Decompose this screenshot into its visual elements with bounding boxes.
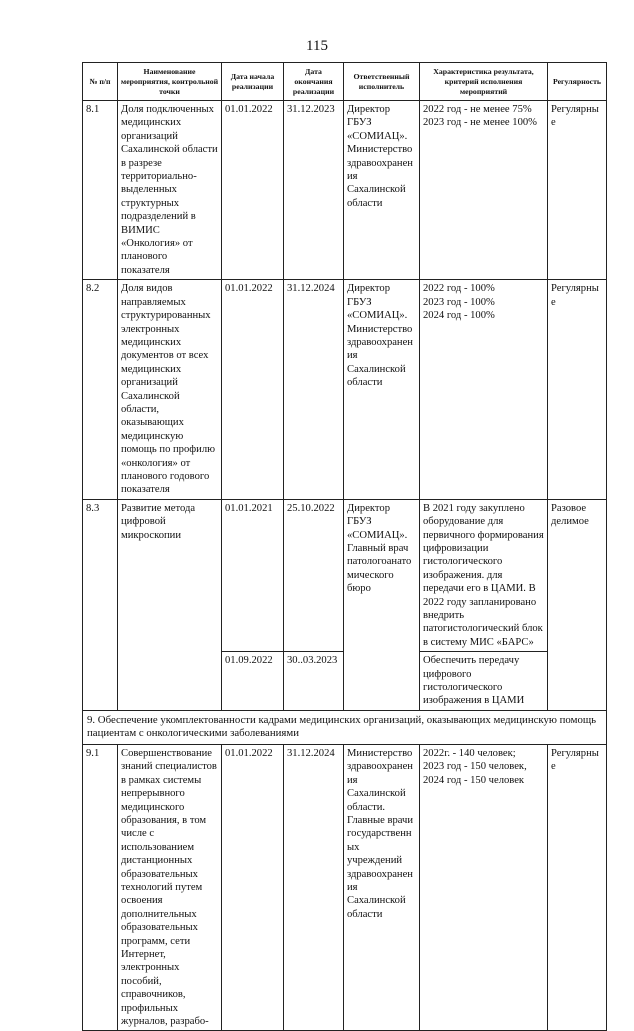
row-sub-start: 01.09.2022 bbox=[222, 652, 284, 711]
row-start: 01.01.2022 bbox=[222, 744, 284, 1031]
row-reg: Регулярные bbox=[548, 101, 607, 280]
plan-table bbox=[82, 62, 607, 1031]
row-result bbox=[420, 280, 548, 500]
header-reg: Регулярность bbox=[548, 63, 607, 101]
header-row bbox=[83, 63, 607, 101]
row-name: Развитие метода цифровой микроскопии bbox=[118, 499, 222, 710]
header-result: Характеристика результата, критерий исполнения мероприятий bbox=[420, 63, 548, 101]
page-number: 115 bbox=[306, 38, 328, 54]
row-name: Совершенствование знаний специалистов в рамках системы непрерывного медицинского образования, в том числе с использованием дистанционных образовательных технологий путем освоения дополнительных образовательных программ, сети Интернет, электронных пособий, справочников, профильных журналов, разрабо- bbox=[118, 744, 222, 1031]
row-num: 8.1 bbox=[83, 101, 118, 280]
result-line: 2024 год - 100% bbox=[423, 310, 495, 322]
row-start: 01.01.2022 bbox=[222, 101, 284, 280]
row-resp: Директор ГБУЗ «СОМИАЦ». Министерство здравоохранения Сахалинской области bbox=[344, 280, 420, 500]
result-line: 2022 год - 100% bbox=[423, 283, 495, 295]
row-num: 9.1 bbox=[83, 744, 118, 1031]
row-sub-result: Обеспечить передачу цифрового гистологического изображения в ЦАМИ bbox=[420, 652, 548, 711]
row-end: 25.10.2022 bbox=[284, 499, 344, 651]
row-sub-end: 30..03.2023 bbox=[284, 652, 344, 711]
row-num: 8.3 bbox=[83, 499, 118, 710]
row-num: 8.2 bbox=[83, 280, 118, 500]
result-line: 2023 год - 150 человек, bbox=[423, 761, 527, 773]
row-result bbox=[420, 101, 548, 280]
row-end: 31.12.2024 bbox=[284, 744, 344, 1031]
table-row bbox=[83, 499, 607, 651]
result-line: 2023 год - не менее 100% bbox=[423, 117, 537, 129]
row-resp: Директор ГБУЗ «СОМИАЦ». Министерство здравоохранения Сахалинской области bbox=[344, 101, 420, 280]
header-start: Дата начала реализации bbox=[222, 63, 284, 101]
row-result bbox=[420, 744, 548, 1031]
row-start: 01.01.2021 bbox=[222, 499, 284, 651]
row-start: 01.01.2022 bbox=[222, 280, 284, 500]
row-result: В 2021 году закуплено оборудование для первичного формирования цифровизации гистологического изображения. для передачи его в ЦАМИ. В 2022 году запланировано внедрить патогистологический блок в систему МИС «БАРС» bbox=[420, 499, 548, 651]
section-row bbox=[83, 710, 607, 744]
row-end: 31.12.2024 bbox=[284, 280, 344, 500]
row-resp: Министерство здравоохранения Сахалинской области. Главные врачи государственных учреждений здравоохранения Сахалинской области bbox=[344, 744, 420, 1031]
result-line: 2022г. - 140 человек; bbox=[423, 747, 516, 759]
section-title: 9. Обеспечение укомплектованности кадрами медицинских организаций, оказывающих медицинскую помощь пациентам с онкологическими заболеваниями bbox=[83, 710, 607, 744]
row-resp: Директор ГБУЗ «СОМИАЦ». Главный врач патологоанатомического бюро bbox=[344, 499, 420, 710]
result-line: 2022 год - не менее 75% bbox=[423, 104, 532, 115]
header-name: Наименование мероприятия, контрольной точки bbox=[118, 63, 222, 101]
row-reg: Регулярные bbox=[548, 280, 607, 500]
result-line: 2023 год - 100% bbox=[423, 296, 495, 308]
header-num: № п/п bbox=[83, 63, 118, 101]
header-resp: Ответственный исполнитель bbox=[344, 63, 420, 101]
row-reg: Регулярные bbox=[548, 744, 607, 1031]
row-end: 31.12.2023 bbox=[284, 101, 344, 280]
row-name: Доля подключенных медицинских организаций Сахалинской области в разрезе территориально-выделенных структурных подразделений в ВИМИС «Онкология» от планового показателя bbox=[118, 101, 222, 280]
table-row bbox=[83, 280, 607, 500]
table-row bbox=[83, 744, 607, 1031]
row-reg: Разовое делимое bbox=[548, 499, 607, 710]
result-line: 2024 год - 150 человек bbox=[423, 774, 525, 786]
row-name: Доля видов направляемых структурированных электронных медицинских документов от всех медицинских организаций Сахалинской области, оказывающих медицинскую помощь по профилю «онкология» от планового годового показателя bbox=[118, 280, 222, 500]
table-row bbox=[83, 101, 607, 280]
header-end: Дата окончания реализации bbox=[284, 63, 344, 101]
